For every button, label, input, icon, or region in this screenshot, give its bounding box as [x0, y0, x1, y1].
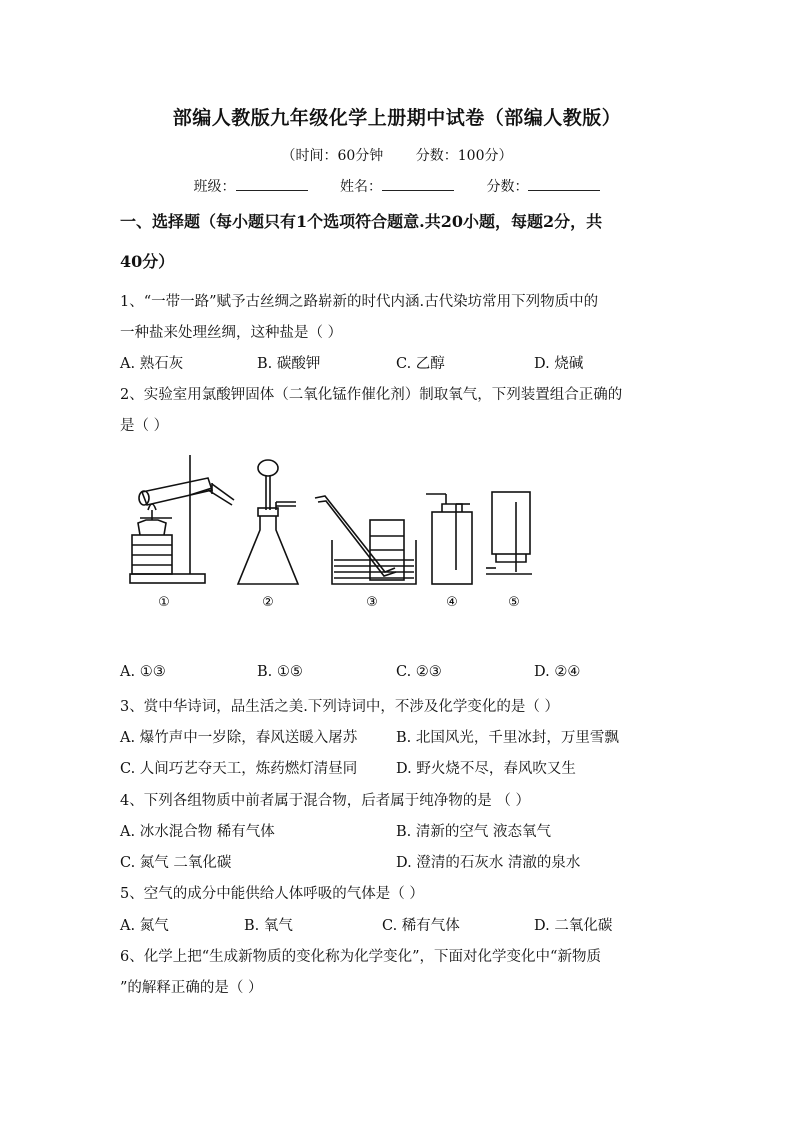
q4-stem: 4、下列各组物质中前者属于混合物，后者属于纯净物的是 （ ）: [120, 793, 530, 809]
q4-option-d: D. 澄清的石灰水 清澈的泉水: [396, 855, 581, 871]
apparatus-label-1: ①: [158, 595, 170, 610]
apparatus-figure: [120, 450, 560, 620]
q3-option-a: A. 爆竹声中一岁除，春风送暖入屠苏: [120, 730, 358, 746]
q5-option-b: B. 氧气: [244, 918, 293, 934]
q5-stem: 5、空气的成分中能供给人体呼吸的气体是（ ）: [120, 886, 424, 902]
apparatus-2: [238, 460, 298, 584]
class-field: [194, 176, 308, 196]
points-label: 分数：: [486, 179, 529, 195]
q3-option-c: C. 人间巧艺夺天工，炼药燃灯清昼同: [120, 761, 358, 777]
time-limit: （时间：60分钟: [281, 148, 384, 164]
exam-meta: [0, 145, 794, 165]
q4-option-c: C. 氮气 二氧化碳: [120, 855, 232, 871]
q1-option-c: C. 乙醇: [396, 356, 445, 372]
q1-option-b: B. 碳酸钾: [257, 356, 321, 372]
name-field: [340, 176, 454, 196]
q5-option-d: D. 二氧化碳: [534, 918, 613, 934]
q2-option-c: C. ②③: [396, 664, 442, 680]
points-field: [486, 176, 600, 196]
q1-stem-line2: 一种盐来处理丝绸，这种盐是（ ）: [120, 325, 343, 341]
q4-option-b: B. 清新的空气 液态氧气: [396, 824, 551, 840]
apparatus-1: [130, 455, 234, 583]
section-heading-line2: 40分）: [120, 252, 175, 271]
q5-option-a: A. 氮气: [120, 918, 169, 934]
q2-option-b: B. ①⑤: [257, 664, 303, 680]
q3-stem: 3、赏中华诗词，品生活之美.下列诗词中，不涉及化学变化的是（ ）: [120, 699, 559, 715]
q1-option-d: D. 烧碱: [534, 356, 584, 372]
apparatus-4: [426, 494, 472, 584]
apparatus-3: [315, 496, 416, 584]
points-blank: [528, 176, 600, 191]
q1-option-a: A. 熟石灰: [120, 356, 184, 372]
apparatus-label-4: ④: [446, 595, 458, 610]
apparatus-5: [486, 492, 532, 574]
name-label: 姓名：: [340, 179, 382, 195]
class-blank: [236, 176, 308, 191]
total-score: 分数：100分）: [415, 148, 513, 164]
q1-stem-line1: 1、“一带一路”赋予古丝绸之路崭新的时代内涵.古代染坊常用下列物质中的: [120, 294, 599, 310]
q3-option-d: D. 野火烧不尽，春风吹又生: [396, 761, 576, 777]
q6-stem-line2: ”的解释正确的是（ ）: [120, 980, 263, 996]
q2-stem-line2: 是（ ）: [120, 418, 169, 434]
q6-stem-line1: 6、化学上把“生成新物质的变化称为化学变化”，下面对化学变化中“新物质: [120, 949, 601, 965]
apparatus-label-3: ③: [366, 595, 378, 610]
q3-option-b: B. 北国风光，千里冰封，万里雪飘: [396, 730, 619, 746]
q2-option-d: D. ②④: [534, 664, 581, 680]
q5-option-c: C. 稀有气体: [382, 918, 460, 934]
name-blank: [382, 176, 454, 191]
q2-stem-line1: 2、实验室用氯酸钾固体（二氧化锰作催化剂）制取氧气，下列装置组合正确的: [120, 387, 623, 403]
q4-option-a: A. 冰水混合物 稀有气体: [120, 824, 275, 840]
section-heading-line1: 一、选择题（每小题只有1个选项符合题意.共20小题，每题2分，共: [120, 212, 603, 231]
student-info-row: [0, 176, 794, 196]
section-heading: [120, 202, 690, 282]
apparatus-label-2: ②: [262, 595, 274, 610]
q2-option-a: A. ①③: [120, 664, 166, 680]
class-label: 班级：: [193, 179, 236, 195]
paper-title: 部编人教版九年级化学上册期中试卷（部编人教版）: [172, 107, 622, 129]
apparatus-label-5: ⑤: [508, 595, 520, 610]
